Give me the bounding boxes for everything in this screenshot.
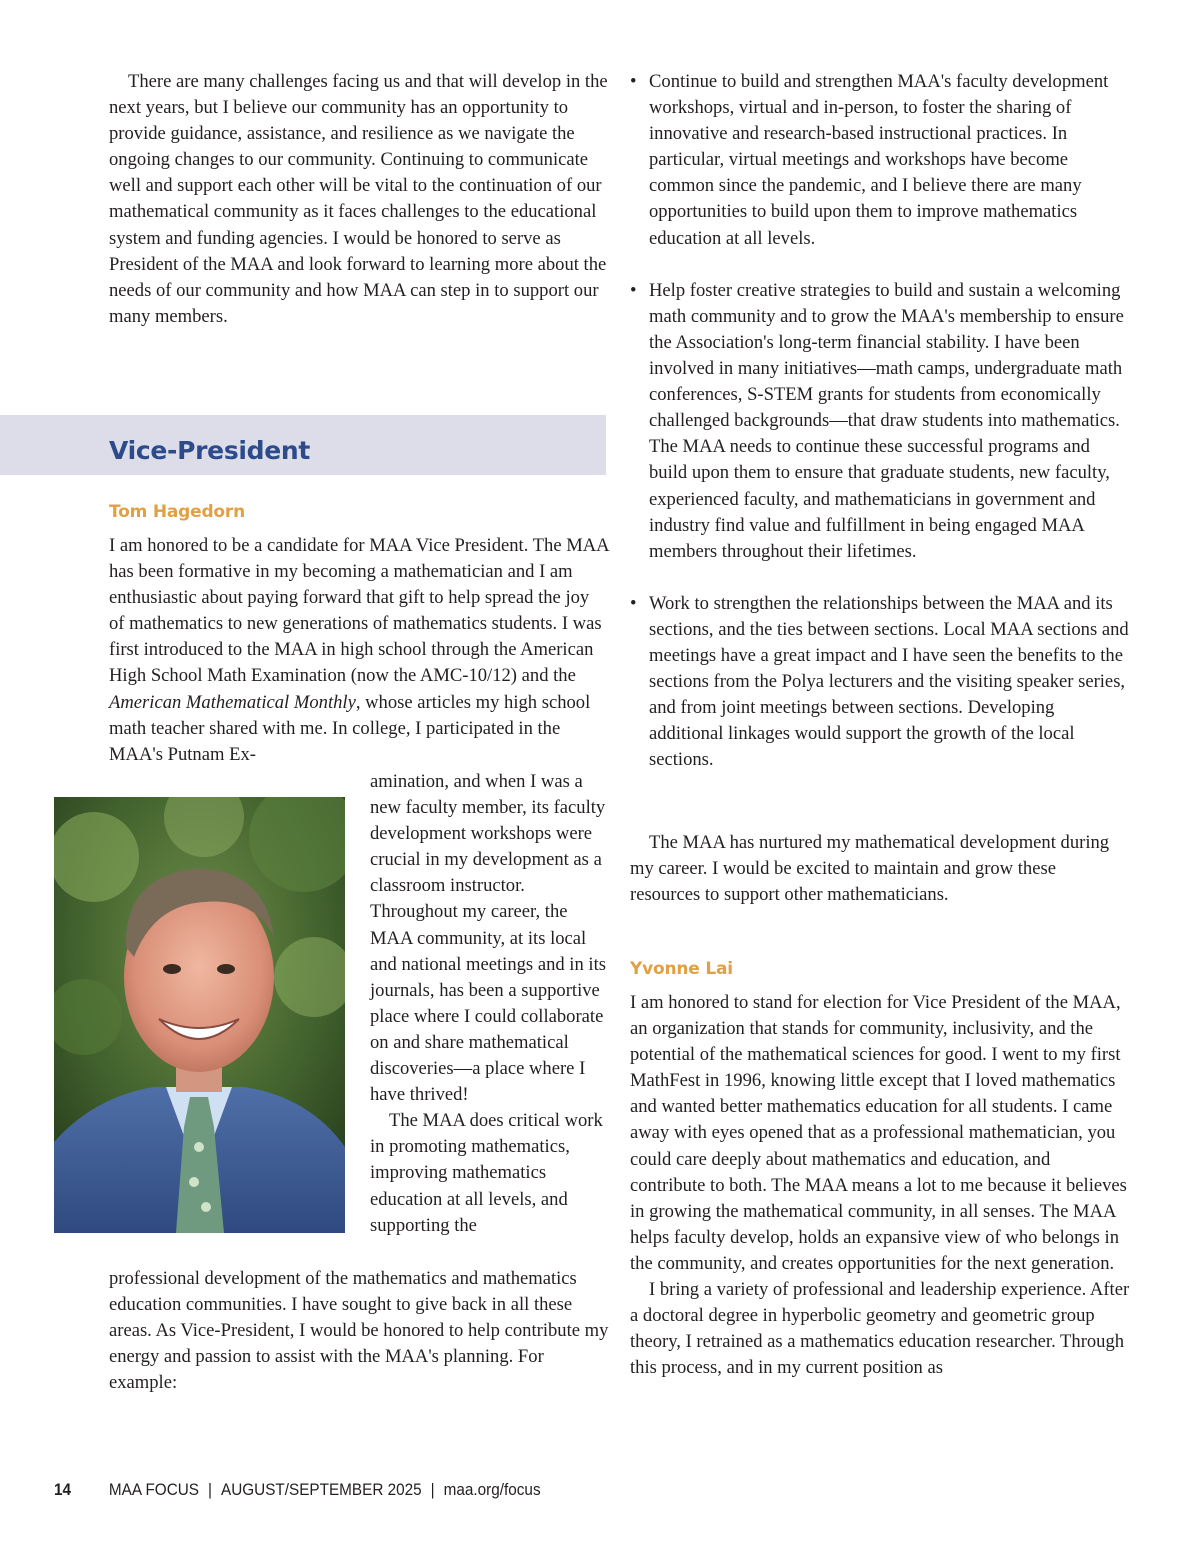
- page-number: 14: [54, 1480, 72, 1499]
- bullet-icon: •: [630, 592, 637, 614]
- tom-paragraph-3: [109, 1266, 609, 1396]
- yvonne-paragraph-1: I am honored to stand for election for Vice President of the MAA, an organization that stands for community, inclusivity, and the potential of the mathematical sciences for good. I went to my first MathFest in 1996, knowing little except that I loved mathematics and wanted better mathematics education for all students. I came away with eyes opened that as a professional mathematician, you could care deeply about mathematics and education, and contribute to both. The MAA means a lot to me because it believes in growing the mathematical community, in all senses. The MAA helps faculty develop, holds an expansive view of who belongs in the community, and creates opportunities for the next generation.: [630, 992, 1127, 1274]
- tom-bullet-list: [630, 69, 1130, 800]
- footer-separator: |: [208, 1480, 212, 1499]
- tom-p2-wrap: The MAA does critical work in promoting mathematics, improving mathematics education at all levels, and supporting the: [370, 1110, 603, 1236]
- journal-title: American Mathematical Monthly: [109, 691, 356, 713]
- tom-p1-text-cont: , whose articles my high school math teacher shared with me. In college, I participated in the MAA's Putnam Ex-: [109, 691, 591, 765]
- tom-p1-text: I am honored to be a candidate for MAA Vice President. The MAA has been formative in my becoming a mathematician and I am enthusiastic about paying forward that gift to help spread the joy of mathematics to new generations of mathematics students. I was first introduced to the MAA in high school through the American High School Math Examination (now the AMC-10/12) and the: [109, 535, 609, 687]
- candidate-portrait-photo: [54, 797, 345, 1233]
- footer-url: maa.org/focus: [443, 1480, 541, 1499]
- yvonne-paragraph-2: I bring a variety of professional and leadership experience. After a doctoral degree in hyperbolic geometry and geometric group theory, I retrained as a mathematics education researcher. Through this process, and in my current position as: [630, 1279, 1130, 1379]
- portrait-image: [54, 797, 345, 1233]
- tom-p2-rest: professional development of the mathematics and mathematics education communities. I have sought to give back in all these areas. As Vice-President, I would be honored to help contribute my energy and passion to assist with the MAA's planning. For example:: [109, 1268, 609, 1394]
- bullet-text: Help foster creative strategies to build and sustain a welcoming math community and to grow the MAA's membership to ensure the Association's long-term financial stability. I have been involved in many initiatives—math camps, undergraduate math conferences, S-STEM grants for students from economically challenged backgrounds—that draw students into mathematics. The MAA needs to continue these successful programs and build upon them to ensure that graduate students, new faculty, experienced faculty, and mathematicians in government and industry find value and fulfillment in being engaged MAA members throughout their lifetimes.: [649, 279, 1124, 562]
- tom-wrap-text: [370, 769, 610, 1239]
- bullet-icon: •: [630, 71, 637, 92]
- intro-paragraph: There are many challenges facing us and that will develop in the next years, but I believe our community has an opportunity to provide guidance, assistance, and resilience as we navigate the ongoing changes to our community. Continuing to communicate well and support each other will be vital to the continuation of our mathematical community as it faces challenges to the educational system and funding agencies. I would be honored to serve as President of the MAA and look forward to learning more about the needs of our community and how MAA can step in to support our many members.: [109, 71, 608, 327]
- footer-separator: |: [430, 1480, 435, 1499]
- list-item: [630, 278, 1130, 565]
- list-item: [630, 69, 1130, 252]
- yvonne-text-block: [630, 990, 1130, 1381]
- tom-closing-paragraph: The MAA has nurtured my mathematical development during my career. I would be excited to maintain and grow these resources to support other mathematicians.: [630, 832, 1110, 906]
- page-footer: [54, 1480, 541, 1504]
- candidate-name-tom: Tom Hagedorn: [109, 502, 245, 522]
- publication-name: MAA FOCUS: [108, 1480, 200, 1499]
- section-title: Vice-President: [109, 436, 311, 465]
- bullet-text: Work to strengthen the relationships between the MAA and its sections, and the ties between sections. Local MAA sections and meetings have a great impact and I have seen the benefits to the sections from the Polya lecturers and the visiting speaker series, and from joint meetings between sections. Developing additional linkages would support the growth of the local sections.: [649, 592, 1129, 771]
- tom-closing: [630, 830, 1130, 908]
- bullet-icon: •: [630, 279, 637, 301]
- list-item: [630, 591, 1130, 774]
- candidate-name-yvonne: Yvonne Lai: [630, 959, 733, 979]
- bullet-text: Continue to build and strengthen MAA's faculty development workshops, virtual and in-person, to foster the sharing of innovative and research-based instructional practices. In particular, virtual meetings and workshops have become common since the pandemic, and I believe there are many opportunities to build upon them to improve mathematics education at all levels.: [649, 71, 1109, 249]
- tom-paragraph-1: [109, 533, 609, 768]
- tom-p1-wrap: amination, and when I was a new faculty member, its faculty development workshops were crucial in my development as a classroom instructor. Throughout my career, the MAA community, at its local and national meetings and in its journals, has been a supportive place where I could collaborate on and share mathematical discoveries—a place where I have thrived!: [370, 771, 606, 1106]
- intro-text-block: [109, 69, 609, 330]
- issue-date: AUGUST/SEPTEMBER 2025: [220, 1480, 422, 1499]
